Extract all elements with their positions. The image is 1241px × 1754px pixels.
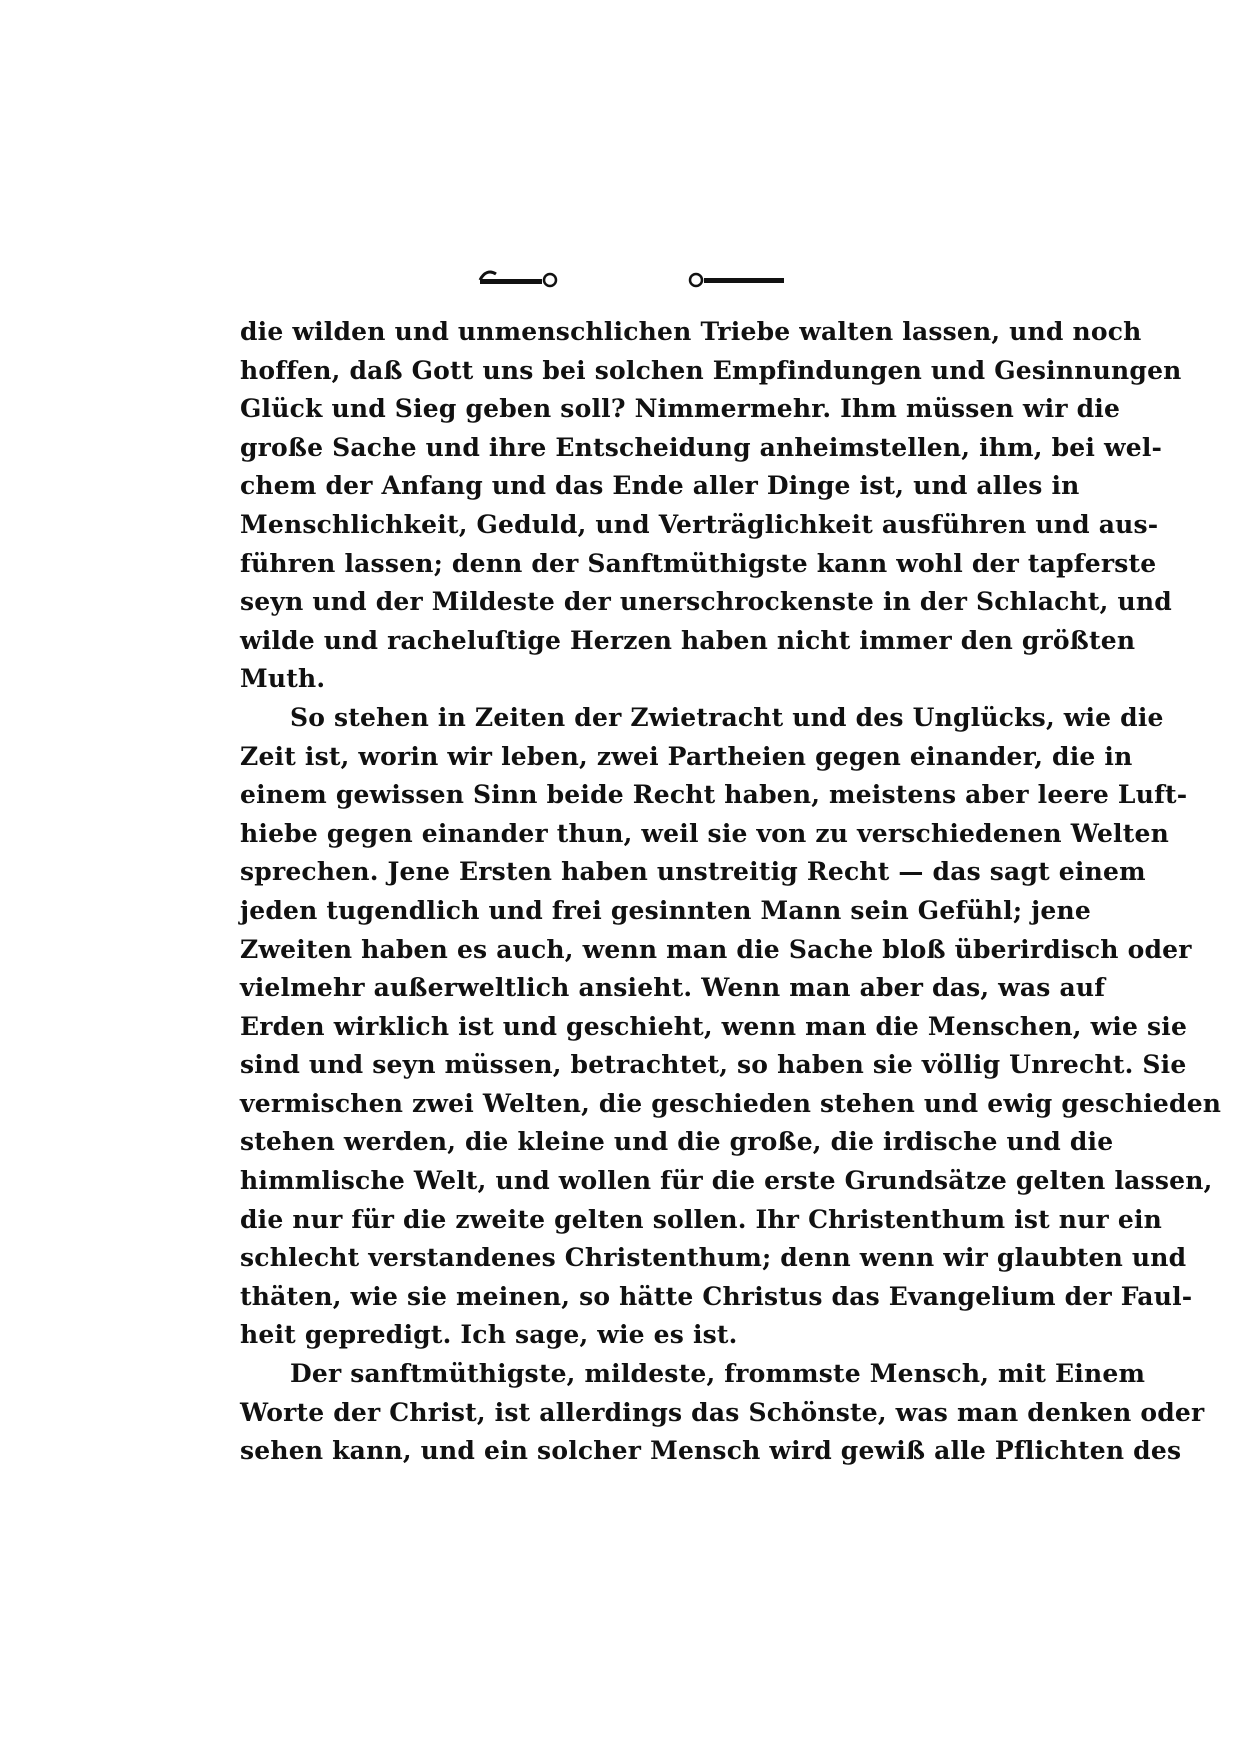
- text-line: seyn und der Mildeste der unerschrockenste in der Schlacht, und: [240, 587, 1172, 617]
- ornament-rule-icon: [478, 266, 788, 292]
- text-line: So stehen in Zeiten der Zwietracht und des Unglücks, wie die: [290, 702, 1164, 732]
- text-line: heit gepredigt. Ich sage, wie es ist.: [240, 1320, 738, 1350]
- text-line: die wilden und unmenschlichen Triebe walten lassen, und noch: [240, 317, 1142, 346]
- text-line: hiebe gegen einander thun, weil sie von zu verschiedenen Welten: [240, 818, 1169, 848]
- text-line: chem der Anfang und das Ende aller Dinge ist, und alles in: [240, 471, 1080, 501]
- text-line: hoffen, daß Gott uns bei solchen Empfindungen und Gesinnungen: [240, 355, 1182, 385]
- text-line: die nur für die zweite gelten sollen. Ihr Christenthum ist nur ein: [240, 1204, 1163, 1234]
- text-line: schlecht verstandenes Christenthum; denn wenn wir glaubten und: [240, 1243, 1187, 1273]
- body-text: [240, 313, 1222, 1471]
- text-line: führen lassen; denn der Sanftmüthigste kann wohl der tapferste: [240, 548, 1157, 578]
- text-line: Zeit ist, worin wir leben, zwei Partheien gegen einander, die in: [240, 741, 1133, 771]
- text-line: Menschlichkeit, Geduld, und Verträglichkeit ausführen und aus-: [240, 509, 1159, 539]
- text-line: Erden wirklich ist und geschieht, wenn man die Menschen, wie sie: [240, 1011, 1188, 1041]
- text-line: stehen werden, die kleine und die große, die irdische und die: [240, 1127, 1114, 1157]
- text-line: große Sache und ihre Entscheidung anheimstellen, ihm, bei wel-: [240, 432, 1163, 462]
- text-line: thäten, wie sie meinen, so hätte Christus das Evangelium der Faul-: [240, 1281, 1193, 1311]
- text-line: himmlische Welt, und wollen für die erste Grundsätze gelten lassen,: [240, 1166, 1213, 1196]
- text-line: sprechen. Jene Ersten haben unstreitig Recht — das sagt einem: [240, 857, 1146, 887]
- text-line: Der sanftmüthigste, mildeste, frommste Mensch, mit Einem: [290, 1359, 1146, 1389]
- text-line: Zweiten haben es auch, wenn man die Sache bloß überirdisch oder: [240, 934, 1192, 964]
- text-line: einem gewissen Sinn beide Recht haben, meistens aber leere Luft-: [240, 780, 1188, 810]
- text-line: Glück und Sieg geben soll? Nimmermehr. Ihm müssen wir die: [240, 394, 1121, 424]
- text-line: vielmehr außerweltlich ansieht. Wenn man aber das, was auf: [240, 973, 1106, 1003]
- text-line: sehen kann, und ein solcher Mensch wird gewiß alle Pflichten des: [240, 1436, 1182, 1466]
- text-line: sind und seyn müssen, betrachtet, so haben sie völlig Unrecht. Sie: [240, 1050, 1187, 1080]
- header-ornament: [478, 266, 788, 292]
- text-line: Muth.: [240, 664, 326, 694]
- text-line: wilde und racheluſtige Herzen haben nicht immer den größten: [240, 625, 1136, 655]
- text-line: Worte der Christ, ist allerdings das Schönste, was man denken oder: [240, 1397, 1205, 1427]
- text-line: jeden tugendlich und frei gesinnten Mann sein Gefühl; jene: [240, 895, 1092, 925]
- text-line: vermischen zwei Welten, die geschieden stehen und ewig geschieden: [240, 1088, 1222, 1118]
